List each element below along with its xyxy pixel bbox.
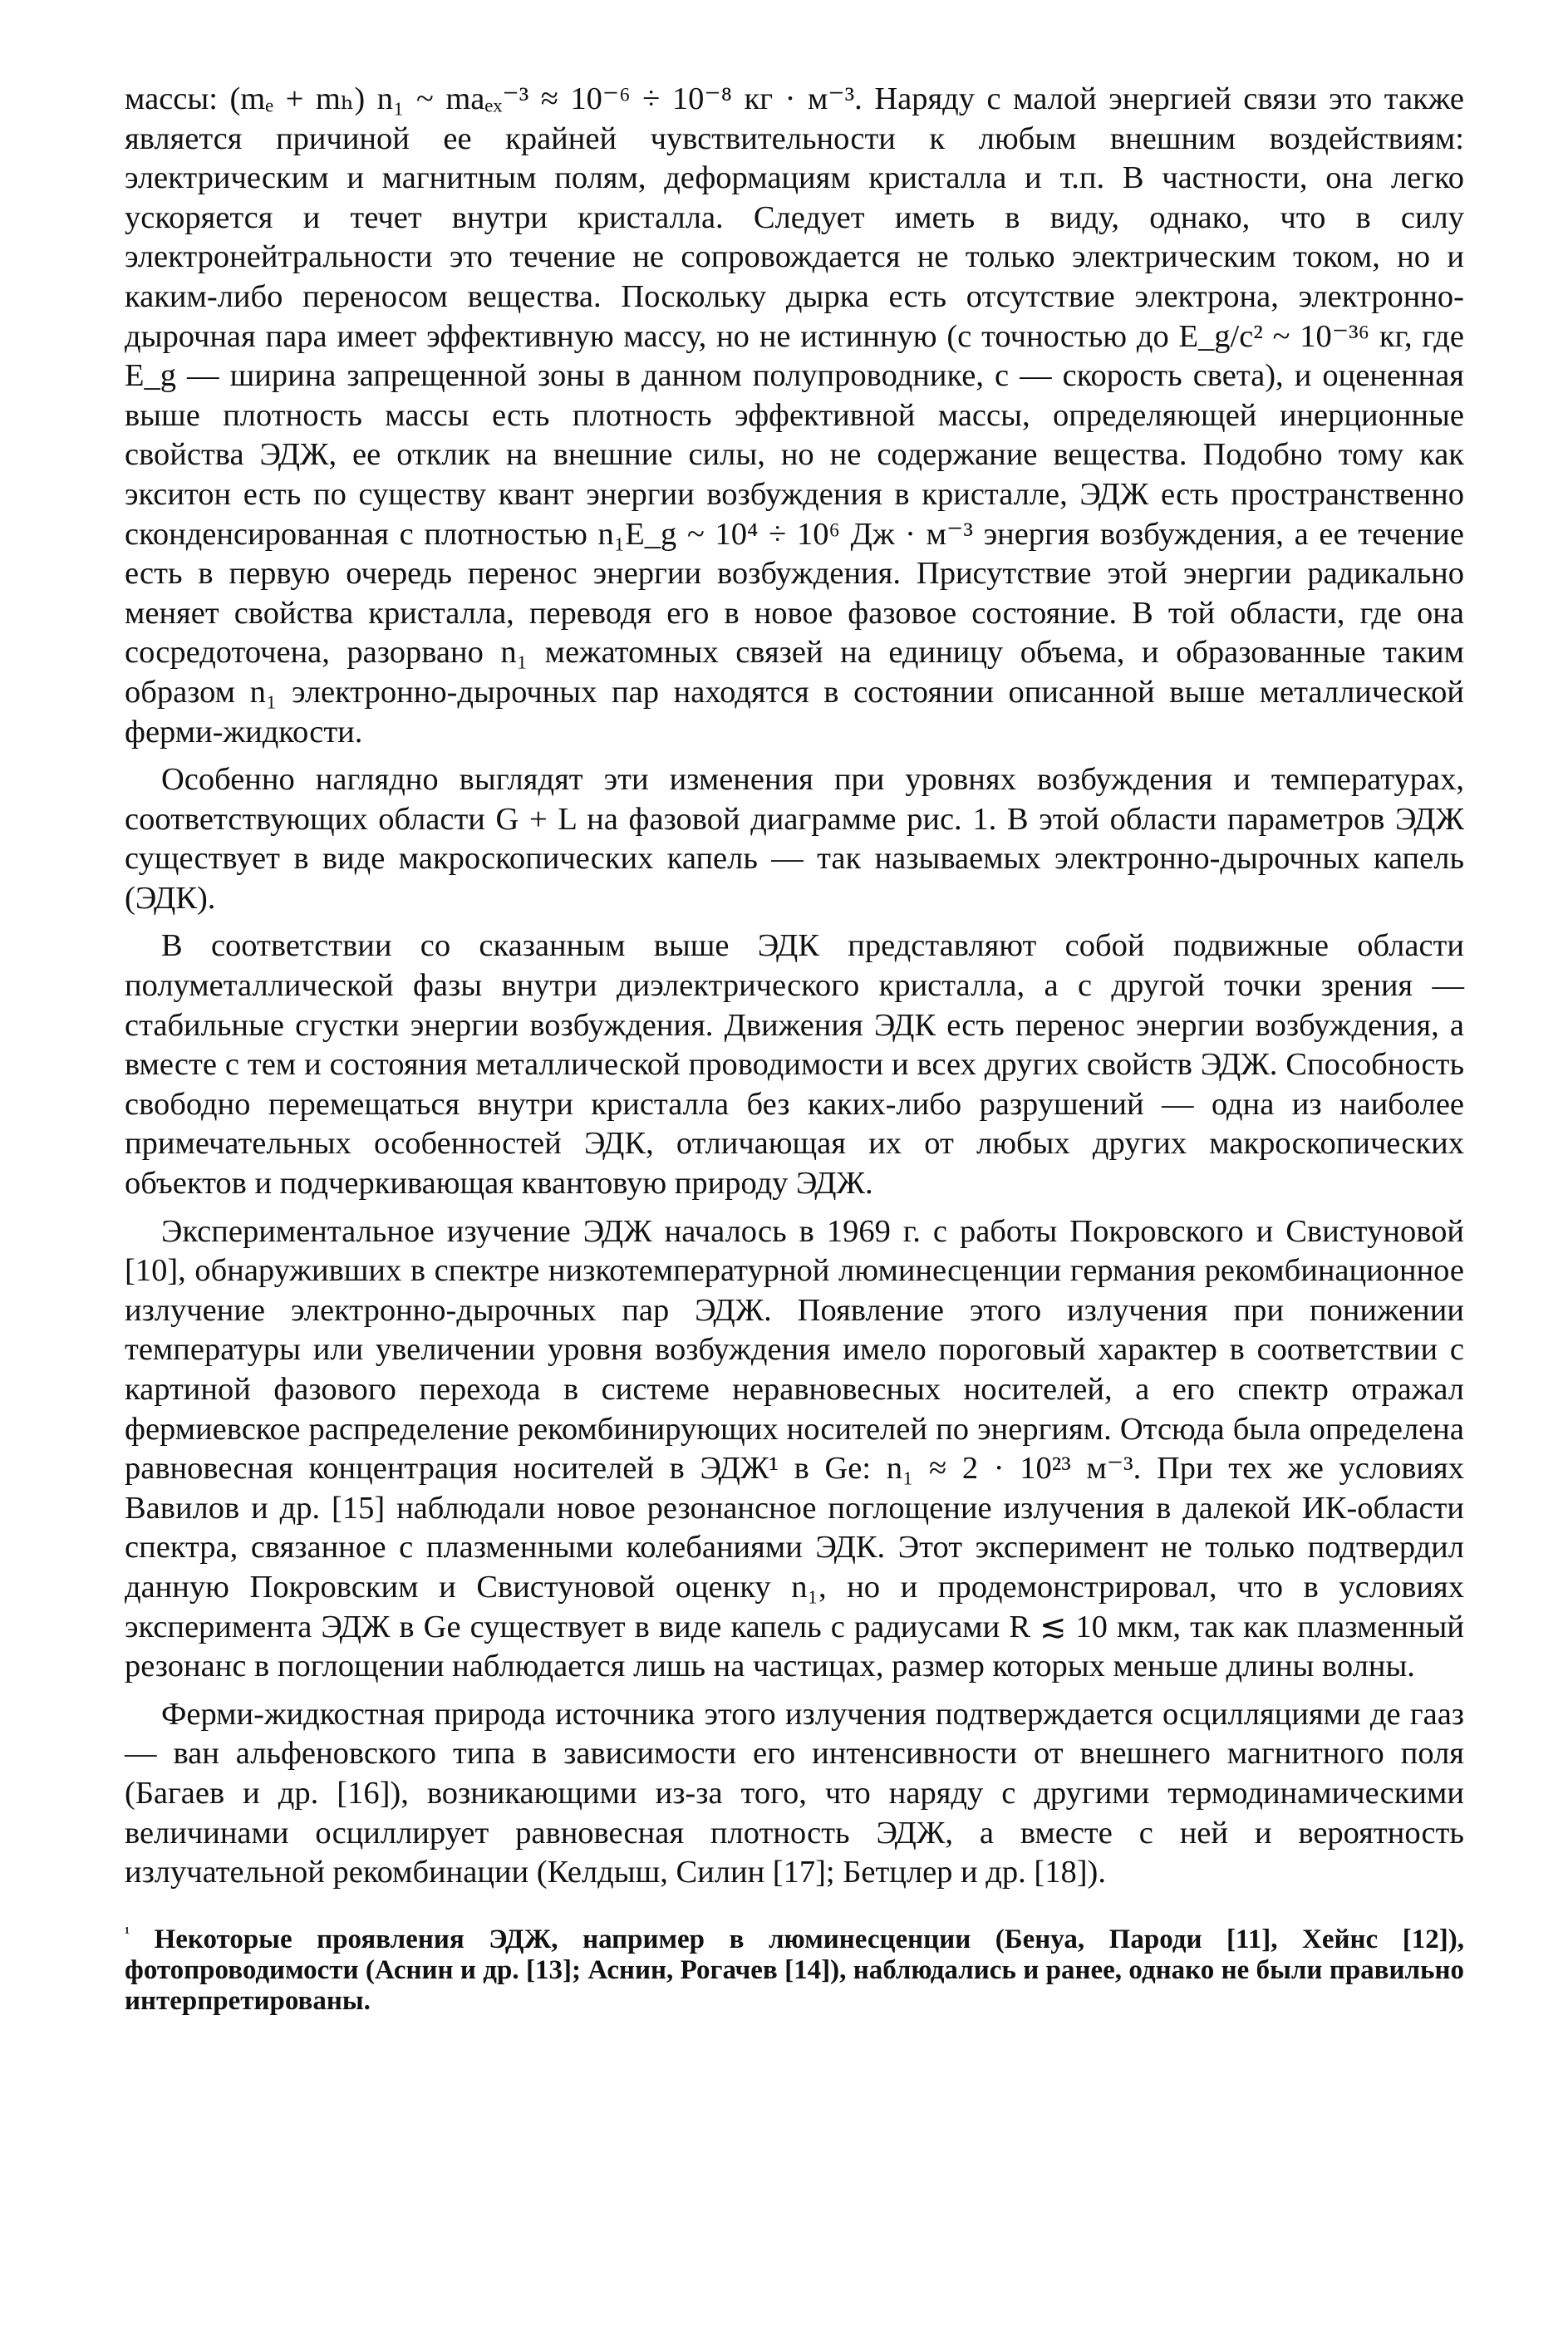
paragraph-2: Особенно наглядно выглядят эти изменения при уровнях возбуждения и температурах, соответствующих области G + L на фазовой диаграмме рис. 1. В этой области параметров ЭДЖ существует в виде макроскопических капель — так называемых электронно-дырочных капель (ЭДК). bbox=[125, 762, 1464, 916]
paragraph-5: Ферми-жидкостная природа источника этого излучения подтверждается осцилляциями де гааз — ван альфеновского типа в зависимости его интенсивности от внешнего магнитного поля (Багаев и др. [16]), возникающими из-за того, что наряду с другими термодинамическими величинами осциллирует равновесная плотность ЭДЖ, а вместе с ней и вероятность излучательной рекомбинации (Келдыш, Силин [17]; Бетцлер и др. [18]). bbox=[125, 1696, 1464, 1890]
footnote bbox=[125, 1918, 1464, 2017]
footnote-marker: ¹ bbox=[125, 1923, 130, 1942]
paragraph-4: Экспериментальное изучение ЭДЖ началось в 1969 г. с работы Покровского и Свистуновой [10], обнаруживших в спектре низкотемпературной люминесценции германия рекомбинационное излучение электронно-дырочных пар ЭДЖ. Появление этого излучения при понижении температуры или увеличении уровня возбуждения имело пороговый характер в соответствии с картиной фазового перехода в системе неравновесных носителей, а его спектр отражал фермиевское распределение рекомбинирующих носителей по энергиям. Отсюда была определена равновесная концентрация носителей в ЭДЖ¹ в Ge: n₁ ≈ 2 · 10²³ м⁻³. При тех же условиях Вавилов и др. [15] наблюдали новое резонансное поглощение излучения в далекой ИК-области спектра, связанное с плазменными колебаниями ЭДК. Этот эксперимент не только подтвердил данную Покровским и Свистуновой оценку n₁, но и продемонстрировал, что в условиях эксперимента ЭДЖ в Ge существует в виде капель с радиусами R ≲ 10 мкм, так как плазменный резонанс в поглощении наблюдается лишь на частицах, размер которых меньше длины волны. bbox=[125, 1213, 1464, 1684]
footnote-text: Некоторые проявления ЭДЖ, например в люминесценции (Бенуа, Пароди [11], Хейнс [12]), фотопроводимости (Аснин и др. [13]; Аснин, Рогачев [14]), наблюдались и ранее, однако не были правильно интерпретированы. bbox=[125, 1924, 1464, 2016]
paragraph-3: В соответствии со сказанным выше ЭДК представляют собой подвижные области полуметаллической фазы внутри диэлектрического кристалла, а с другой точки зрения — стабильные сгустки энергии возбуждения. Движения ЭДК есть перенос энергии возбуждения, а вместе с тем и состояния металлической проводимости и всех других свойств ЭДЖ. Способность свободно перемещаться внутри кристалла без каких-либо разрушений — одна из наиболее примечательных особенностей ЭДК, отличающая их от любых других макроскопических объектов и подчеркивающая квантовую природу ЭДЖ. bbox=[125, 928, 1464, 1202]
document-page bbox=[125, 80, 1464, 2017]
paragraph-1: массы: (mₑ + mₕ) n₁ ~ maₑₓ⁻³ ≈ 10⁻⁶ ÷ 10⁻⁸ кг · м⁻³. Наряду с малой энергией связи это также является причиной ее крайней чувствительности к любым внешним воздействиям: электрическим и магнитным полям, деформациям кристалла и т.п. В частности, она легко ускоряется и течет внутри кристалла. Следует иметь в виду, однако, что в силу электронейтральности это течение не сопровождается не только электрическим током, но и каким-либо переносом вещества. Поскольку дырка есть отсутствие электрона, электронно-дырочная пара имеет эффективную массу, но не истинную (с точностью до E_g/c² ~ 10⁻³⁶ кг, где E_g — ширина запрещенной зоны в данном полупроводнике, c — скорость света), и оцененная выше плотность массы есть плотность эффективной массы, определяющей инерционные свойства ЭДЖ, ее отклик на внешние силы, но не содержание вещества. Подобно тому как экситон есть по существу квант энергии возбуждения в кристалле, ЭДЖ есть пространственно сконденсированная с плотностью n₁E_g ~ 10⁴ ÷ 10⁶ Дж · м⁻³ энергия возбуждения, а ее течение есть в первую очередь перенос энергии возбуждения. Присутствие этой энергии радикально меняет свойства кристалла, переводя его в новое фазовое состояние. В той области, где она сосредоточена, разорвано n₁ межатомных связей на единицу объема, и образованные таким образом n₁ электронно-дырочных пар находятся в состоянии описанной выше металлической ферми-жидкости. bbox=[125, 81, 1464, 750]
